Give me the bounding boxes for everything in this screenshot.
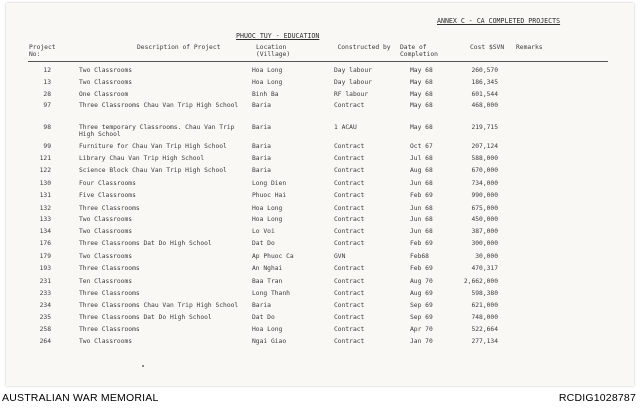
project-number: 122 (39, 167, 51, 174)
constructed-by: Contract (334, 240, 365, 247)
project-description: Four Classrooms (79, 180, 136, 187)
table-row (0, 143, 640, 153)
constructed-by: Contract (334, 278, 365, 285)
constructed-by: Contract (334, 326, 365, 333)
completion-date: Feb 69 (410, 240, 433, 247)
project-description: Three Classrooms Chau Van Trip High School (79, 302, 239, 309)
project-location: Hoa Long (252, 79, 283, 86)
project-number: 121 (39, 155, 51, 162)
project-location: Hoa Long (252, 205, 283, 212)
project-description: Five Classrooms (79, 192, 136, 199)
project-number: 13 (43, 79, 51, 86)
table-row (0, 180, 640, 190)
table-row (0, 228, 640, 238)
table-row (0, 79, 640, 89)
project-location: Lo Voi (252, 228, 275, 235)
constructed-by: Contract (334, 155, 365, 162)
project-description: Two Classrooms (79, 228, 133, 235)
project-location: Baria (252, 143, 271, 150)
constructed-by: Day labour (334, 67, 372, 74)
project-number: 176 (39, 240, 51, 247)
project-description: Two Classrooms (79, 338, 133, 345)
project-number: 235 (39, 314, 51, 321)
constructed-by: 1 ACAU (334, 124, 357, 131)
constructed-by: Contract (334, 228, 365, 235)
project-location: Hoa Long (252, 67, 283, 74)
project-description: Three Classrooms Dat Do High School (79, 240, 212, 247)
table-row (0, 192, 640, 202)
table-row (0, 240, 640, 250)
header-description: Description of Project (137, 44, 221, 51)
project-number: 231 (39, 278, 51, 285)
project-cost: 748,000 (471, 314, 498, 321)
footer-record-id: RCDIG1028787 (558, 392, 636, 404)
project-location: Binh Ba (252, 91, 279, 98)
project-number: 193 (39, 265, 51, 272)
table-row (0, 278, 640, 288)
project-cost: 734,000 (471, 180, 498, 187)
project-cost: 450,000 (471, 216, 498, 223)
project-cost: 588,000 (471, 155, 498, 162)
project-cost: 675,000 (471, 205, 498, 212)
header-constructed-by: Constructed by (337, 44, 391, 51)
project-location: Baria (252, 102, 271, 109)
completion-date: Apr 70 (410, 326, 433, 333)
constructed-by: Contract (334, 265, 365, 272)
project-description: Two Classrooms (79, 216, 133, 223)
completion-date: Sep 69 (410, 302, 433, 309)
completion-date: Jul 68 (410, 155, 433, 162)
project-cost: 387,000 (471, 228, 498, 235)
project-location: Hoa Long (252, 216, 283, 223)
project-number: 130 (39, 180, 51, 187)
completion-date: Feb 69 (410, 265, 433, 272)
project-description: Three temporary Classrooms. Chau Van Trip High School (79, 124, 235, 139)
project-description: Furniture for Chau Van Trip High School (79, 143, 227, 150)
project-location: Baa Tran (252, 278, 283, 285)
project-location: Dat Do (252, 314, 275, 321)
table-row (0, 253, 640, 263)
project-cost: 277,134 (471, 338, 498, 345)
project-location: Baria (252, 124, 271, 131)
project-location: Long Thanh (252, 290, 290, 297)
constructed-by: Day labour (334, 79, 372, 86)
project-cost: 522,664 (471, 326, 498, 333)
constructed-by: Contract (334, 290, 365, 297)
project-cost: 260,570 (471, 67, 498, 74)
project-number: 132 (39, 205, 51, 212)
project-location: Phuoc Hai (252, 192, 287, 199)
project-location: Ap Phuoc Ca (252, 253, 294, 260)
project-cost: 300,000 (471, 240, 498, 247)
completion-date: May 68 (410, 91, 433, 98)
constructed-by: GVN (334, 253, 346, 260)
project-number: 12 (43, 67, 51, 74)
project-number: 28 (43, 91, 51, 98)
project-description: Two Classrooms (79, 79, 133, 86)
completion-date: May 68 (410, 102, 433, 109)
table-row (0, 302, 640, 312)
project-description: Three Classrooms Dat Do High School (79, 314, 212, 321)
project-description: Library Chau Van Trip High School (79, 155, 205, 162)
table-row (0, 67, 640, 77)
completion-date: May 68 (410, 124, 433, 131)
project-cost: 670,000 (471, 167, 498, 174)
constructed-by: Contract (334, 216, 365, 223)
project-number: 97 (43, 102, 51, 109)
project-number: 234 (39, 302, 51, 309)
footer-archive-name: AUSTRALIAN WAR MEMORIAL (2, 392, 159, 404)
project-cost: 30,000 (475, 253, 498, 260)
table-row (0, 290, 640, 300)
table-row (0, 314, 640, 324)
completion-date: Jun 68 (410, 180, 433, 187)
project-cost: 186,345 (471, 79, 498, 86)
project-number: 264 (39, 338, 51, 345)
header-cost: Cost $SVN (470, 44, 505, 51)
constructed-by: Contract (334, 167, 365, 174)
project-location: Ngai Giao (252, 338, 287, 345)
project-location: Baria (252, 155, 271, 162)
project-cost: 219,715 (471, 124, 498, 131)
completion-date: Jun 68 (410, 205, 433, 212)
completion-date: Feb68 (410, 253, 429, 260)
project-location: Hoa Long (252, 326, 283, 333)
project-number: 98 (43, 124, 51, 131)
project-description: Three Classrooms (79, 290, 140, 297)
table-row (0, 155, 640, 165)
project-description: Three Classrooms (79, 265, 140, 272)
project-description: One Classroom (79, 91, 129, 98)
table-row (0, 91, 640, 101)
project-cost: 2,662,000 (463, 278, 498, 285)
project-number: 99 (43, 143, 51, 150)
completion-date: May 68 (410, 79, 433, 86)
project-cost: 990,000 (471, 192, 498, 199)
constructed-by: Contract (334, 143, 365, 150)
project-number: 131 (39, 192, 51, 199)
table-row (0, 326, 640, 336)
constructed-by: Contract (334, 205, 365, 212)
table-row (0, 338, 640, 348)
project-number: 258 (39, 326, 51, 333)
project-location: Long Dien (252, 180, 287, 187)
project-description: Two Classrooms (79, 67, 133, 74)
ink-speck (142, 365, 144, 367)
project-location: Dat Do (252, 240, 275, 247)
table-row (0, 205, 640, 215)
project-number: 179 (39, 253, 51, 260)
project-description: Three Classrooms Chau Van Trip High School (79, 102, 239, 109)
table-row (0, 167, 640, 177)
project-description: Three Classrooms (79, 205, 140, 212)
header-remarks: Remarks (516, 44, 543, 51)
table-row (0, 265, 640, 275)
project-description: Ten Classrooms (79, 278, 133, 285)
table-row (0, 102, 640, 112)
table-row (0, 216, 640, 226)
project-number: 233 (39, 290, 51, 297)
completion-date: Aug 69 (410, 290, 433, 297)
project-number: 134 (39, 228, 51, 235)
project-location: Baria (252, 302, 271, 309)
annex-label: ANNEX C - CA COMPLETED PROJECTS (437, 17, 561, 25)
constructed-by: Contract (334, 314, 365, 321)
completion-date: Aug 68 (410, 167, 433, 174)
completion-date: Feb 69 (410, 192, 433, 199)
constructed-by: Contract (334, 338, 365, 345)
completion-date: Sep 69 (410, 314, 433, 321)
project-cost: 601,544 (471, 91, 498, 98)
header-project-no: Project No: (29, 44, 56, 59)
completion-date: Jan 70 (410, 338, 433, 345)
document-title: PHUOC TUY - EDUCATION (236, 32, 320, 40)
project-cost: 621,000 (471, 302, 498, 309)
constructed-by: Contract (334, 102, 365, 109)
completion-date: Oct 67 (410, 143, 433, 150)
completion-date: Jun 68 (410, 228, 433, 235)
header-date: Date of Completion (400, 44, 438, 59)
constructed-by: Contract (334, 192, 365, 199)
header-location: Location (Village) (256, 44, 291, 59)
completion-date: Jun 68 (410, 216, 433, 223)
constructed-by: Contract (334, 302, 365, 309)
table-row (0, 124, 640, 139)
project-cost: 207,124 (471, 143, 498, 150)
project-description: Science Block Chau Van Trip High School (79, 167, 227, 174)
constructed-by: RF labour (334, 91, 369, 98)
constructed-by: Contract (334, 180, 365, 187)
header-rule (28, 61, 608, 62)
project-cost: 470,317 (471, 265, 498, 272)
completion-date: May 68 (410, 67, 433, 74)
project-number: 133 (39, 216, 51, 223)
project-location: Baria (252, 167, 271, 174)
project-description: Three Classrooms (79, 326, 140, 333)
project-description: Two Classrooms (79, 253, 133, 260)
project-cost: 468,000 (471, 102, 498, 109)
project-cost: 598,380 (471, 290, 498, 297)
project-location: An Nghai (252, 265, 283, 272)
completion-date: Aug 70 (410, 278, 433, 285)
